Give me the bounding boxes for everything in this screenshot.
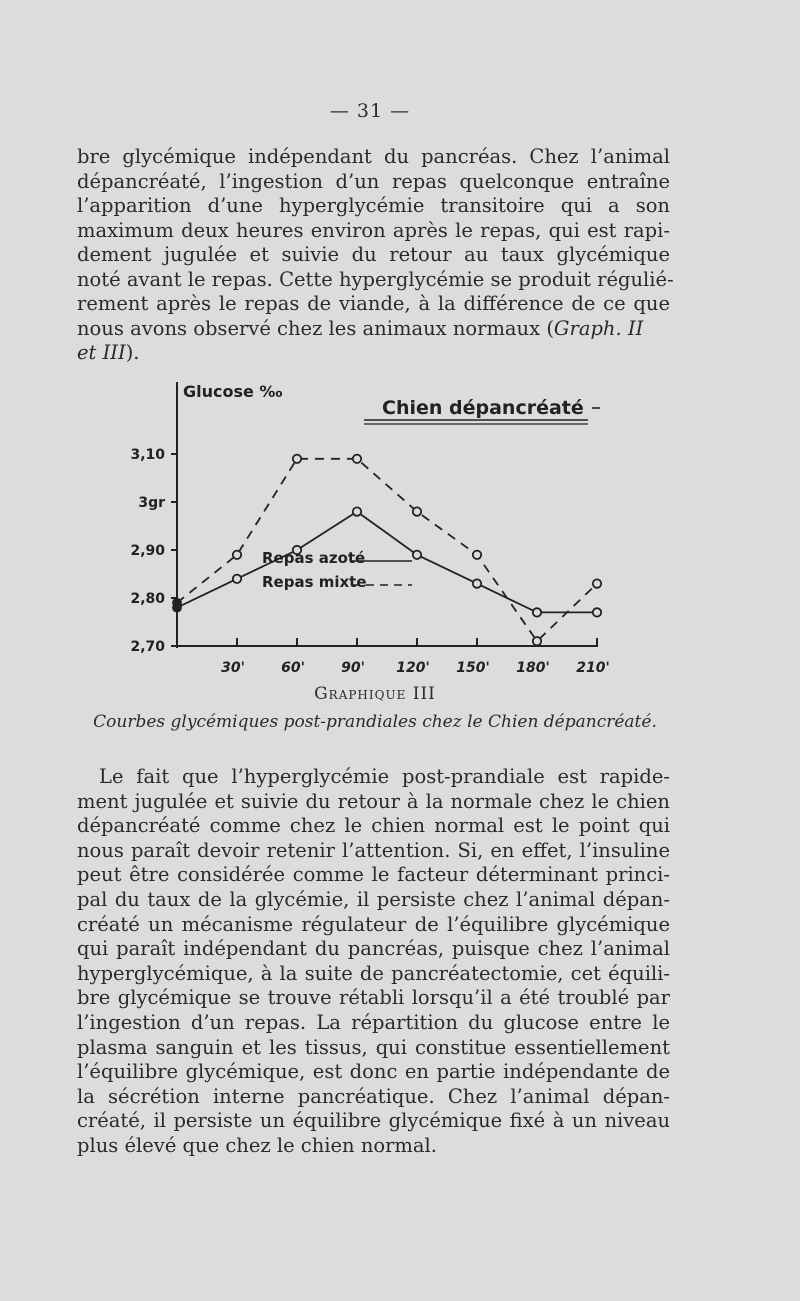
series-line-repas-azote: [177, 512, 597, 613]
x-tick-label: 180': [516, 660, 550, 676]
x-tick-label: 210': [576, 660, 610, 676]
text-line: rement après le repas de viande, à la différence de ce que: [77, 292, 670, 315]
x-tick-label: 120': [396, 660, 430, 676]
data-point: [533, 608, 541, 616]
text-line: pal du taux de la glycémie, il persiste chez l’animal dépan-: [77, 887, 670, 911]
text-line: créaté un mécanisme régulateur de l’équilibre glycémique: [77, 912, 670, 936]
paragraph-2: [77, 765, 670, 1159]
text-line: bre glycémique se trouve rétabli lorsqu’il a été troublé par: [77, 986, 670, 1010]
paragraph-1: [77, 145, 674, 366]
graph-caption-subtitle: Courbes glycémiques post-prandiales chez le Chien dépancréaté.: [93, 712, 657, 732]
legend-label: Repas azoté: [262, 549, 366, 567]
text-line: Le fait que l’hyperglycémie post-prandiale est rapide-: [99, 765, 670, 788]
text-line: l’ingestion d’un repas. La répartition du glucose entre le: [77, 1010, 670, 1034]
data-point: [413, 507, 421, 515]
page-number: — 31 —: [329, 100, 411, 122]
text-line: créaté, il persiste un équilibre glycémique fixé à un niveau: [77, 1109, 670, 1133]
data-point: [473, 551, 481, 559]
y-axis-label: Glucose ‰: [183, 382, 283, 401]
x-tick-label: 90': [341, 660, 365, 676]
text-line: peut être considérée comme le facteur déterminant princi-: [77, 863, 670, 887]
x-tick-label: 150': [456, 660, 490, 676]
graph-iii: [0, 370, 800, 690]
text-line: hyperglycémique, à la suite de pancréatectomie, cet équili-: [77, 961, 670, 985]
text-line: et III).: [77, 341, 140, 364]
x-tick-label: 60': [281, 660, 305, 676]
text-line: plus élevé que chez le chien normal.: [77, 1133, 437, 1157]
text-line: l’apparition d’une hyperglycémie transitoire qui a son: [77, 194, 670, 217]
text-line: qui paraît indépendant du pancréas, puisque chez l’animal: [77, 937, 670, 961]
data-point: [593, 608, 601, 616]
text-line: noté avant le repas. Cette hyperglycémie se produit régulié-: [77, 267, 674, 291]
data-point: [233, 575, 241, 583]
data-point: [293, 455, 301, 463]
data-point: [233, 551, 241, 559]
data-point: [353, 507, 361, 515]
data-point: [473, 579, 481, 587]
data-point: [353, 455, 361, 463]
text-line: dement jugulée et suivie du retour au taux glycémique: [77, 243, 670, 266]
y-tick-label: 2,80: [130, 591, 165, 607]
y-tick-label: 2,90: [130, 543, 165, 559]
text-line: dépancréaté comme chez le chien normal est le point qui: [77, 814, 670, 838]
text-line: l’équilibre glycémique, est donc en partie indépendante de: [77, 1060, 670, 1084]
text-line: nous paraît devoir retenir l’attention. Si, en effet, l’insuline: [77, 838, 670, 862]
data-point: [173, 599, 181, 607]
data-point: [413, 551, 421, 559]
text-line: bre glycémique indépendant du pancréas. Chez l’animal: [77, 145, 670, 168]
legend-label: Repas mixte: [262, 573, 367, 591]
y-tick-label: 3,10: [130, 447, 165, 463]
data-point: [533, 637, 541, 645]
text-line: maximum deux heures environ après le repas, qui est rapi-: [77, 218, 670, 242]
chart-title: Chien dépancréaté: [382, 397, 584, 419]
x-tick-label: 30': [221, 660, 245, 676]
text-line: plasma sanguin et les tissus, qui constitue essentiellement: [77, 1035, 670, 1059]
y-tick-label: 3gr: [138, 495, 165, 511]
text-line: dépancréaté, l’ingestion d’un repas quelconque entraîne: [77, 169, 670, 193]
y-tick-label: 2,70: [130, 639, 165, 655]
text-line: nous avons observé chez les animaux normaux (Graph. II: [77, 316, 644, 340]
glycemia-chart: [0, 370, 800, 690]
text-line: la sécrétion interne pancréatique. Chez l’animal dépan-: [77, 1084, 670, 1108]
text-line: ment jugulée et suivie du retour à la normale chez le chien: [77, 789, 670, 813]
data-point: [593, 579, 601, 587]
graph-caption-title: Graphique III: [314, 684, 436, 704]
